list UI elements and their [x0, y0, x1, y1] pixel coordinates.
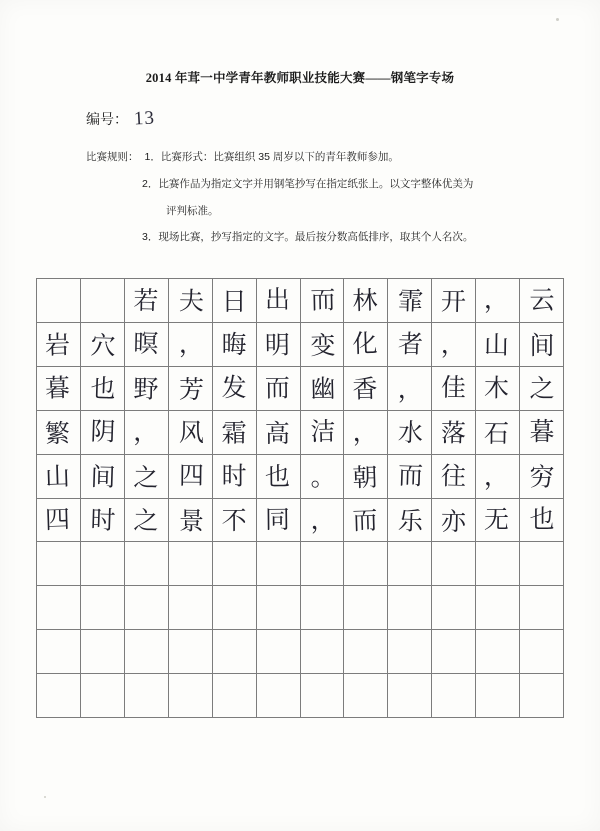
grid-cell [520, 367, 564, 411]
grid-cell [37, 411, 81, 455]
grid-character: 也 [264, 461, 290, 491]
grid-character: 景 [178, 505, 204, 536]
grid-cell [388, 279, 432, 323]
grid-cell [432, 630, 476, 674]
grid-cell [344, 499, 388, 543]
grid-character: 洁 [309, 416, 336, 446]
grid-cell [37, 499, 81, 543]
grid-character: 落 [440, 417, 467, 448]
grid-character: 幽 [309, 373, 336, 403]
grid-cell [301, 542, 345, 586]
grid-cell [37, 674, 81, 718]
grid-cell [520, 411, 564, 455]
grid-cell [169, 674, 213, 718]
grid-character: 之 [529, 373, 555, 403]
grid-cell [169, 411, 213, 455]
grid-cell [476, 542, 520, 586]
grid-character: 而 [352, 505, 379, 535]
grid-cell [432, 367, 476, 411]
grid-cell [125, 674, 169, 718]
grid-cell [388, 367, 432, 411]
grid-cell [520, 279, 564, 323]
grid-cell [213, 367, 257, 411]
grid-cell [388, 674, 432, 718]
grid-cell [301, 367, 345, 411]
grid-cell [301, 455, 345, 499]
grid-character: ， [397, 374, 424, 405]
grid-cell [257, 367, 301, 411]
grid-cell [213, 323, 257, 367]
grid-cell [344, 455, 388, 499]
grid-character: 霏 [397, 286, 424, 316]
grid-character: 暮 [529, 416, 555, 446]
grid-cell [344, 674, 388, 718]
grid-character: 野 [132, 373, 159, 404]
grid-cell [81, 586, 125, 630]
grid-cell [432, 455, 476, 499]
grid-cell [388, 542, 432, 586]
grid-cell [37, 455, 81, 499]
grid-character: ， [132, 416, 159, 447]
grid-character: 夫 [178, 286, 204, 316]
grid-cell [432, 411, 476, 455]
grid-character: 四 [44, 504, 71, 534]
grid-cell [520, 674, 564, 718]
grid-cell [301, 499, 345, 543]
grid-cell [169, 323, 213, 367]
grid-cell [257, 499, 301, 543]
grid-cell [213, 630, 257, 674]
grid-character: 暮 [44, 372, 71, 403]
rule-item-2: 2．比赛作品为指定文字并用钢笔抄写在指定纸张上。以文字整体优美为 [142, 177, 474, 190]
grid-cell [213, 411, 257, 455]
grid-character: 往 [440, 460, 467, 491]
grid-cell [169, 279, 213, 323]
grid-cell [520, 542, 564, 586]
grid-cell [344, 367, 388, 411]
grid-character: 云 [529, 285, 555, 315]
grid-cell [257, 630, 301, 674]
grid-cell [169, 367, 213, 411]
grid-cell [520, 455, 564, 499]
grid-cell [37, 323, 81, 367]
grid-cell [388, 411, 432, 455]
grid-cell [257, 279, 301, 323]
rules-label: 比赛规则： [86, 151, 139, 163]
grid-cell [37, 586, 81, 630]
grid-character: 霜 [221, 418, 247, 448]
grid-cell [213, 455, 257, 499]
paper-speck [44, 796, 46, 798]
grid-character: ， [309, 504, 336, 535]
grid-cell [432, 279, 476, 323]
grid-character: 林 [352, 285, 379, 316]
grid-cell [81, 411, 125, 455]
grid-character: 高 [264, 418, 290, 448]
grid-character: 山 [483, 330, 510, 360]
grid-cell [125, 455, 169, 499]
grid-cell [37, 542, 81, 586]
grid-cell [125, 542, 169, 586]
grid-cell [388, 630, 432, 674]
grid-cell [81, 630, 125, 674]
grid-cell [301, 279, 345, 323]
grid-cell [344, 323, 388, 367]
grid-character: 朝 [352, 462, 379, 492]
grid-cell [476, 455, 520, 499]
rules-row-3 [86, 204, 526, 220]
grid-character: 也 [529, 504, 555, 534]
grid-character: 木 [483, 373, 510, 403]
grid-cell [257, 411, 301, 455]
grid-cell [476, 367, 520, 411]
grid-cell [213, 542, 257, 586]
grid-cell [213, 499, 257, 543]
grid-character: 时 [221, 461, 247, 491]
rule-item-2-cont: 评判标准。 [166, 204, 219, 217]
grid-cell [81, 542, 125, 586]
grid-character: 穴 [89, 330, 116, 361]
entry-number [86, 108, 155, 130]
grid-cell [257, 674, 301, 718]
grid-character: 间 [89, 461, 116, 492]
grid-cell [125, 323, 169, 367]
grid-character: 乐 [397, 505, 424, 536]
grid-cell [125, 279, 169, 323]
grid-cell [520, 586, 564, 630]
grid-cell [81, 455, 125, 499]
grid-character: 也 [89, 373, 116, 404]
grid-character: 之 [132, 462, 159, 492]
grid-character: 不 [221, 506, 247, 536]
grid-cell [432, 586, 476, 630]
grid-cell [125, 411, 169, 455]
grid-character: 时 [89, 504, 116, 535]
grid-cell [301, 411, 345, 455]
grid-cell [81, 499, 125, 543]
grid-character: 发 [221, 372, 247, 402]
grid-character: 晦 [221, 329, 247, 359]
grid-character: 暝 [132, 328, 159, 359]
grid-character: 芳 [178, 374, 204, 404]
grid-character: 间 [529, 330, 555, 360]
grid-character: 之 [132, 505, 159, 535]
grid-character: 山 [44, 461, 71, 491]
grid-cell [257, 586, 301, 630]
grid-character: 者 [397, 328, 424, 359]
grid-character: 繁 [44, 418, 71, 449]
grid-cell [301, 323, 345, 367]
grid-cell [37, 279, 81, 323]
rule-item-1: 1．比赛形式：比赛组织 35 周岁以下的青年教师参加。 [144, 151, 399, 163]
grid-cell [388, 323, 432, 367]
rules-block [86, 150, 526, 257]
writing-grid [36, 278, 564, 718]
grid-character: 风 [178, 417, 204, 447]
grid-cell [476, 499, 520, 543]
grid-character: 而 [264, 373, 290, 403]
grid-character: 四 [178, 460, 204, 490]
grid-cell [169, 542, 213, 586]
grid-cell [476, 411, 520, 455]
grid-cell [388, 499, 432, 543]
rule-item-3: 3．现场比赛，抄写指定的文字。最后按分数高低排序，取其个人名次。 [142, 231, 474, 244]
grid-character: 香 [352, 373, 379, 404]
grid-cell [344, 279, 388, 323]
grid-cell [344, 586, 388, 630]
grid-character: ， [178, 329, 204, 359]
page-title: 2014 年茸一中学青年教师职业技能大赛——钢笔字专场 [145, 71, 455, 85]
grid-cell [81, 279, 125, 323]
grid-cell [344, 630, 388, 674]
grid-cell [432, 323, 476, 367]
grid-character: 开 [440, 286, 467, 317]
grid-character: 变 [309, 330, 336, 361]
grid-character: 水 [397, 417, 424, 448]
grid-character: 阴 [89, 416, 116, 447]
grid-cell [432, 674, 476, 718]
paper-speck [556, 18, 559, 21]
grid-cell [432, 542, 476, 586]
grid-cell [388, 455, 432, 499]
entry-number-value: 13 [133, 107, 156, 130]
grid-character: 无 [483, 504, 510, 534]
grid-character: 若 [132, 285, 159, 316]
grid-cell [388, 586, 432, 630]
grid-cell [125, 586, 169, 630]
grid-cell [213, 674, 257, 718]
grid-cell [476, 279, 520, 323]
grid-character: 而 [309, 285, 336, 315]
grid-cell [213, 279, 257, 323]
grid-character: 。 [309, 461, 336, 492]
grid-cell [344, 411, 388, 455]
grid-character: 岩 [44, 329, 71, 360]
grid-cell [213, 586, 257, 630]
grid-character: 亦 [440, 506, 467, 536]
grid-cell [81, 323, 125, 367]
grid-cell [169, 499, 213, 543]
grid-character: ， [440, 329, 467, 360]
grid-cell [520, 499, 564, 543]
grid-cell [169, 630, 213, 674]
grid-cell [81, 674, 125, 718]
grid-character: 穷 [529, 462, 555, 492]
rules-row-4 [86, 230, 526, 246]
grid-cell [257, 542, 301, 586]
grid-cell [125, 630, 169, 674]
grid-character: ， [352, 416, 379, 447]
grid-cell [125, 367, 169, 411]
grid-cell [37, 630, 81, 674]
grid-cell [476, 674, 520, 718]
grid-cell [476, 323, 520, 367]
grid-character: 而 [397, 460, 424, 490]
grid-character: 明 [264, 330, 290, 360]
grid-cell [301, 674, 345, 718]
grid-character: 佳 [440, 372, 467, 402]
grid-character: ， [483, 461, 510, 491]
grid-cell [257, 323, 301, 367]
grid-cell [520, 323, 564, 367]
grid-cell [37, 367, 81, 411]
grid-character: 同 [264, 504, 290, 534]
entry-number-label: 编号： [86, 113, 128, 128]
grid-cell [344, 542, 388, 586]
grid-character: 日 [221, 286, 247, 316]
rules-row-2 [86, 177, 526, 193]
grid-character: 出 [264, 284, 290, 315]
grid-cell [125, 499, 169, 543]
grid-character: 化 [352, 328, 379, 359]
grid-cell [432, 499, 476, 543]
grid-cell [169, 455, 213, 499]
grid-cell [81, 367, 125, 411]
grid-cell [169, 586, 213, 630]
grid-cell [257, 455, 301, 499]
rules-row-1 [86, 150, 526, 166]
grid-character: ， [483, 284, 510, 315]
grid-character: 石 [483, 418, 510, 448]
grid-cell [520, 630, 564, 674]
grid-cell [301, 586, 345, 630]
grid-cell [301, 630, 345, 674]
grid-cell [476, 630, 520, 674]
grid-cell [476, 586, 520, 630]
